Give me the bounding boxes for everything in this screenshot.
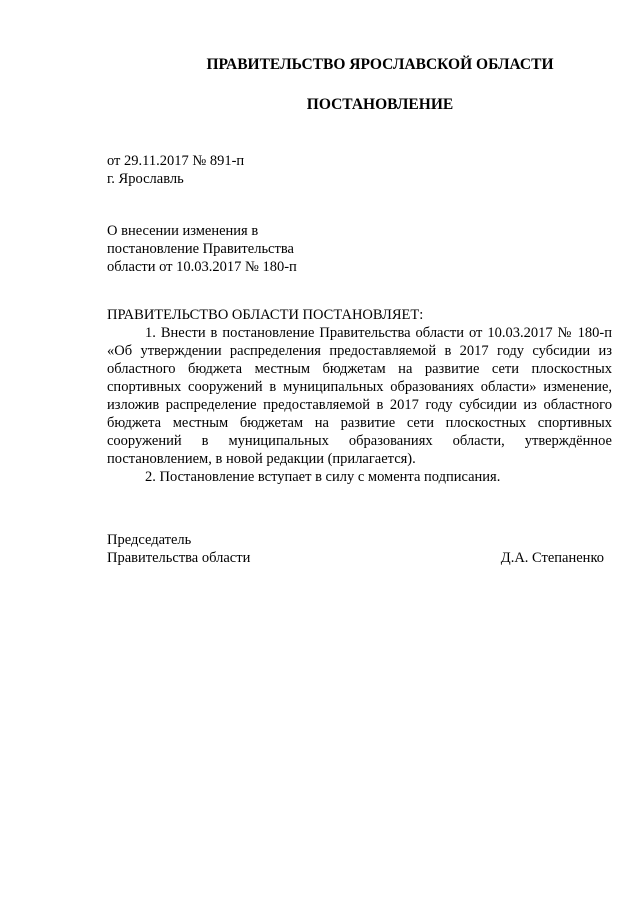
city: г. Ярославль	[107, 171, 184, 187]
resolution-item-2: 2. Постановление вступает в силу с момента подписания.	[145, 469, 501, 485]
subject-line-1: О внесении изменения в	[107, 223, 259, 239]
document-type-title: ПОСТАНОВЛЕНИЕ	[306, 96, 454, 113]
signer-name: Д.А. Степаненко	[500, 550, 604, 566]
resolution-heading: ПРАВИТЕЛЬСТВО ОБЛАСТИ ПОСТАНОВЛЯЕТ:	[107, 307, 424, 323]
signer-title-line-1: Председатель	[107, 532, 192, 548]
resolution-body	[107, 324, 612, 486]
signer-title-line-2: Правительства области	[107, 550, 251, 566]
government-title: ПРАВИТЕЛЬСТВО ЯРОСЛАВСКОЙ ОБЛАСТИ	[206, 56, 554, 73]
date-number: от 29.11.2017 № 891-п	[107, 153, 245, 169]
resolution-item-1: 1. Внести в постановление Правительства области от 10.03.2017 № 180-п «Об утверждении распределения предоставляемой в 2017 году субсидии из областного бюджета местным бюджетам на развитие сети плоскостных спортивных сооружений в муниципальных образованиях области» изменение, изложив распределение предоставляемой в 2017 году субсидии из областного бюджета местным бюджетам на развитие сети плоскостных спортивных сооружений в муниципальных образованиях области, утверждённое постановлением, в новой редакции (прилагается).	[107, 325, 612, 467]
subject-line-3: области от 10.03.2017 № 180-п	[107, 259, 297, 275]
subject-line-2: постановление Правительства	[107, 241, 294, 257]
